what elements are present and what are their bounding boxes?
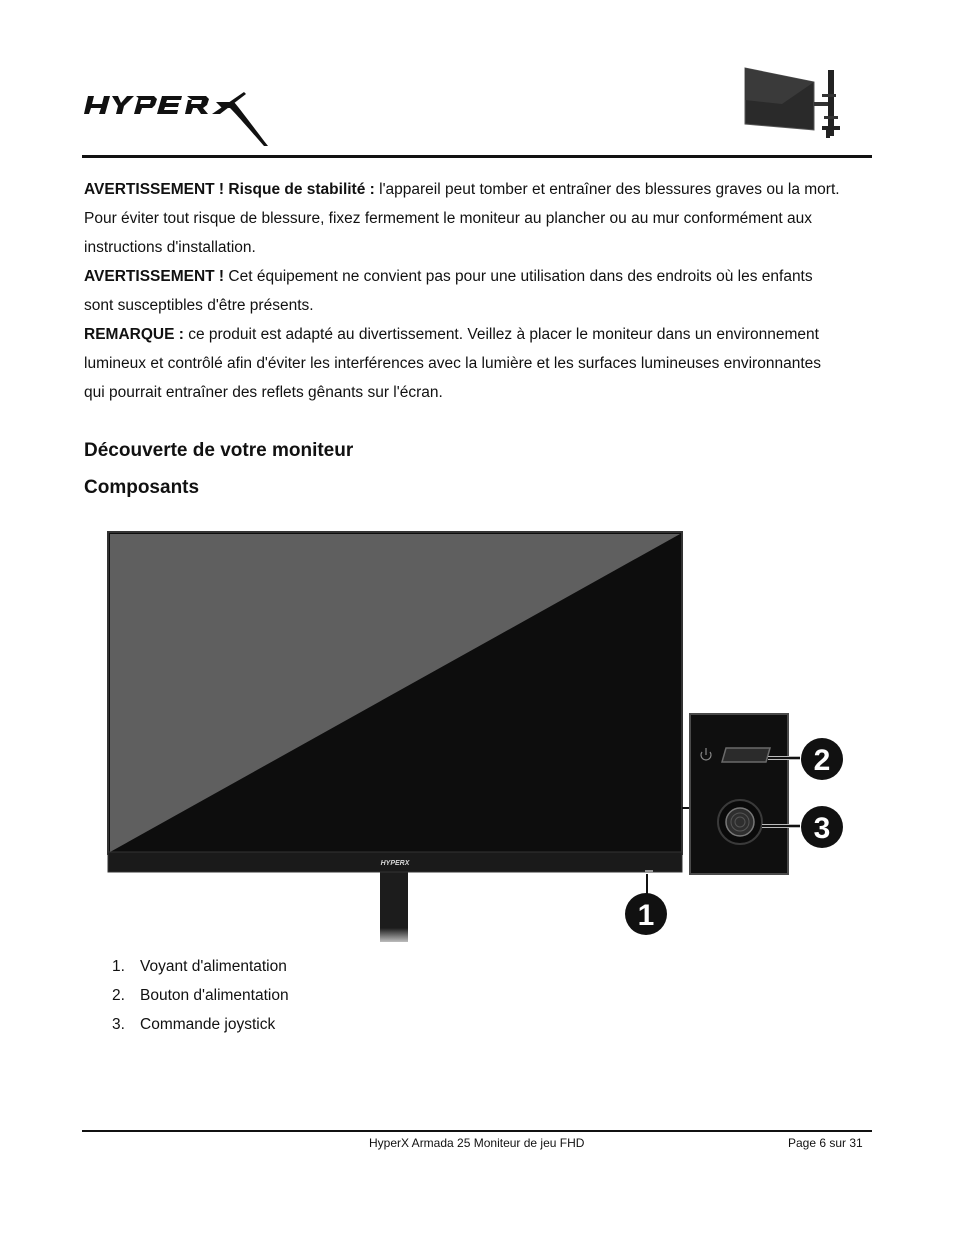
list-label: Commande joystick [140,1016,276,1033]
callout-1 [625,893,667,935]
monitor-components-figure [100,528,860,948]
list-item [112,952,289,981]
warning-label: AVERTISSEMENT ! [84,268,225,285]
callout-2 [801,738,843,780]
power-button-shape [722,748,770,762]
warning-text: l'appareil peut tomber et entraîner des blessures graves ou la mort. Pour éviter tout risque de blessure, fixez fermement le moniteur au plancher ou au mur conformément aux instructions d'installation. [84,181,840,256]
controls-inset [690,714,788,874]
callout-2-label: 2 [813,744,831,777]
footer-rule [82,1130,872,1132]
hyperx-logo [84,84,270,148]
stability-warning [84,175,844,262]
note-text: ce produit est adapté au divertissement. Veillez à placer le moniteur dans un environnement lumineux et contrôlé afin d'éviter les interférences avec la lumière et les surfaces lumineuses environnantes qui pourrait entraîner des reflets gênants sur l'écran. [84,326,821,401]
list-label: Voyant d'alimentation [140,958,287,975]
note [84,320,844,407]
warning-label: AVERTISSEMENT ! Risque de stabilité : [84,181,375,198]
footer-document-title: HyperX Armada 25 Moniteur de jeu FHD [369,1136,585,1150]
callout-3 [801,806,843,848]
callout-3-label: 3 [813,812,831,845]
subsection-heading: Composants [84,477,200,498]
list-item [112,1010,289,1039]
list-number: 1. [112,958,125,975]
note-label: REMARQUE : [84,326,184,343]
monitor-stand [380,872,408,942]
warnings-block [84,175,844,407]
list-label: Bouton d'alimentation [140,987,289,1004]
joystick-shape [726,808,754,836]
children-warning [84,262,844,320]
list-item [112,981,289,1010]
list-number: 3. [112,1016,125,1033]
list-number: 2. [112,987,125,1004]
callout-1-label: 1 [637,899,655,932]
monitor-arm-icon [742,64,842,140]
warning-text: Cet équipement ne convient pas pour une utilisation dans des endroits où les enfants sont susceptibles d'être présents. [84,268,813,314]
components-list [112,952,289,1039]
footer-page-number: Page 6 sur 31 [788,1136,863,1150]
section-heading: Découverte de votre moniteur [84,440,354,461]
bezel-logo: HYPERX [380,860,410,867]
header-rule [82,155,872,158]
